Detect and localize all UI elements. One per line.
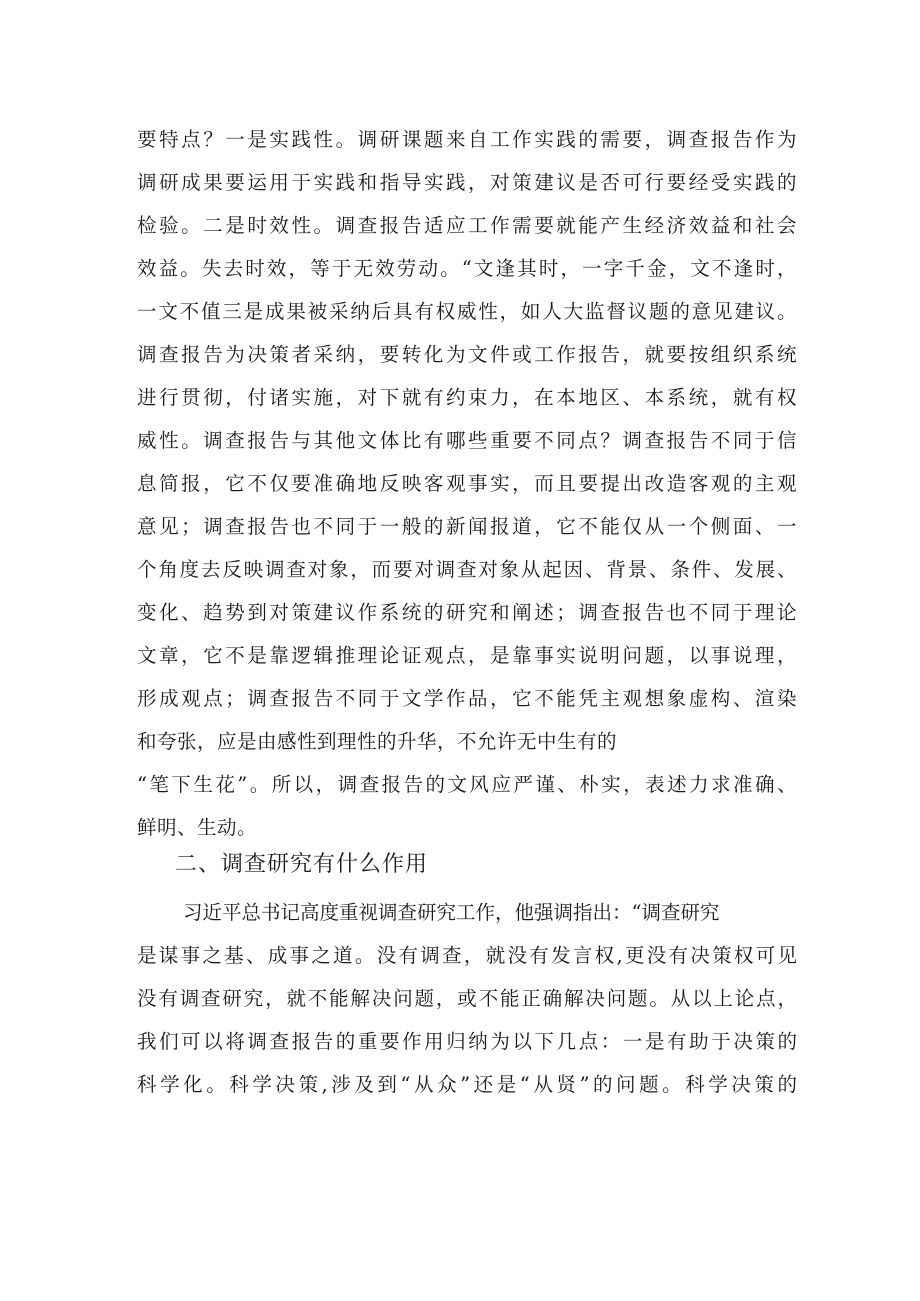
paragraph-line: 是谋事之基、成事之道。没有调查，就没有发言权,更没有决策权可见: [137, 944, 797, 967]
paragraph-line: 鲜明、生动。: [137, 816, 258, 839]
paragraph-line: 习近平总书记高度重视调查研究工作，他强调指出：“调查研究: [183, 901, 720, 924]
paragraph-line: 科学化。科学决策,涉及到“从众”还是“从贤”的问题。科学决策的: [137, 1073, 797, 1096]
paragraph-line: 变化、趋势到对策建议作系统的研究和阐述；调查报告也不同于理论: [137, 601, 797, 624]
paragraph-line: 要特点？一是实践性。调研课题来自工作实践的需要，调查报告作为: [137, 128, 797, 151]
paragraph-line: 进行贯彻，付诸实施，对下就有约束力，在本地区、本系统，就有权: [137, 386, 797, 409]
paragraph-line: 效益。失去时效，等于无效劳动。“文逢其时，一字千金，文不逢时，: [137, 257, 797, 280]
paragraph-line: 和夸张，应是由感性到理性的升华，不允许无中生有的: [137, 730, 618, 753]
paragraph-line: 息简报，它不仅要准确地反映客观事实，而且要提出改造客观的主观: [137, 472, 797, 495]
paragraph-line: 威性。调查报告与其他文体比有哪些重要不同点？调查报告不同于信: [137, 429, 797, 452]
paragraph-line: 调查报告为决策者采纳，要转化为文件或工作报告，就要按组织系统: [137, 343, 797, 366]
paragraph-line: 调研成果要运用于实践和指导实践，对策建议是否可行要经受实践的: [137, 171, 797, 194]
paragraph-line: 个角度去反映调查对象，而要对调查对象从起因、背景、条件、发展、: [137, 558, 797, 581]
paragraph-line: 形成观点；调查报告不同于文学作品，它不能凭主观想象虚构、渲染: [137, 687, 797, 710]
paragraph-line: 意见；调查报告也不同于一般的新闻报道，它不能仅从一个侧面、一: [137, 515, 797, 538]
paragraph-line: 没有调查研究，就不能解决问题，或不能正确解决问题。从以上论点，: [137, 987, 797, 1010]
paragraph-line: 文章，它不是靠逻辑推理论证观点，是靠事实说明问题，以事说理，: [137, 644, 797, 667]
paragraph-line: 我们可以将调查报告的重要作用归纳为以下几点：一是有助于决策的: [137, 1030, 797, 1053]
section-heading: 二、调查研究有什么作用: [175, 852, 429, 877]
paragraph-line: 一文不值三是成果被采纳后具有权威性，如人大监督议题的意见建议。: [137, 300, 797, 323]
paragraph-line: “笔下生花”。所以，调查报告的文风应严谨、朴实，表述力求准确、: [137, 773, 797, 796]
paragraph-line: 检验。二是时效性。调查报告适应工作需要就能产生经济效益和社会: [137, 214, 797, 237]
